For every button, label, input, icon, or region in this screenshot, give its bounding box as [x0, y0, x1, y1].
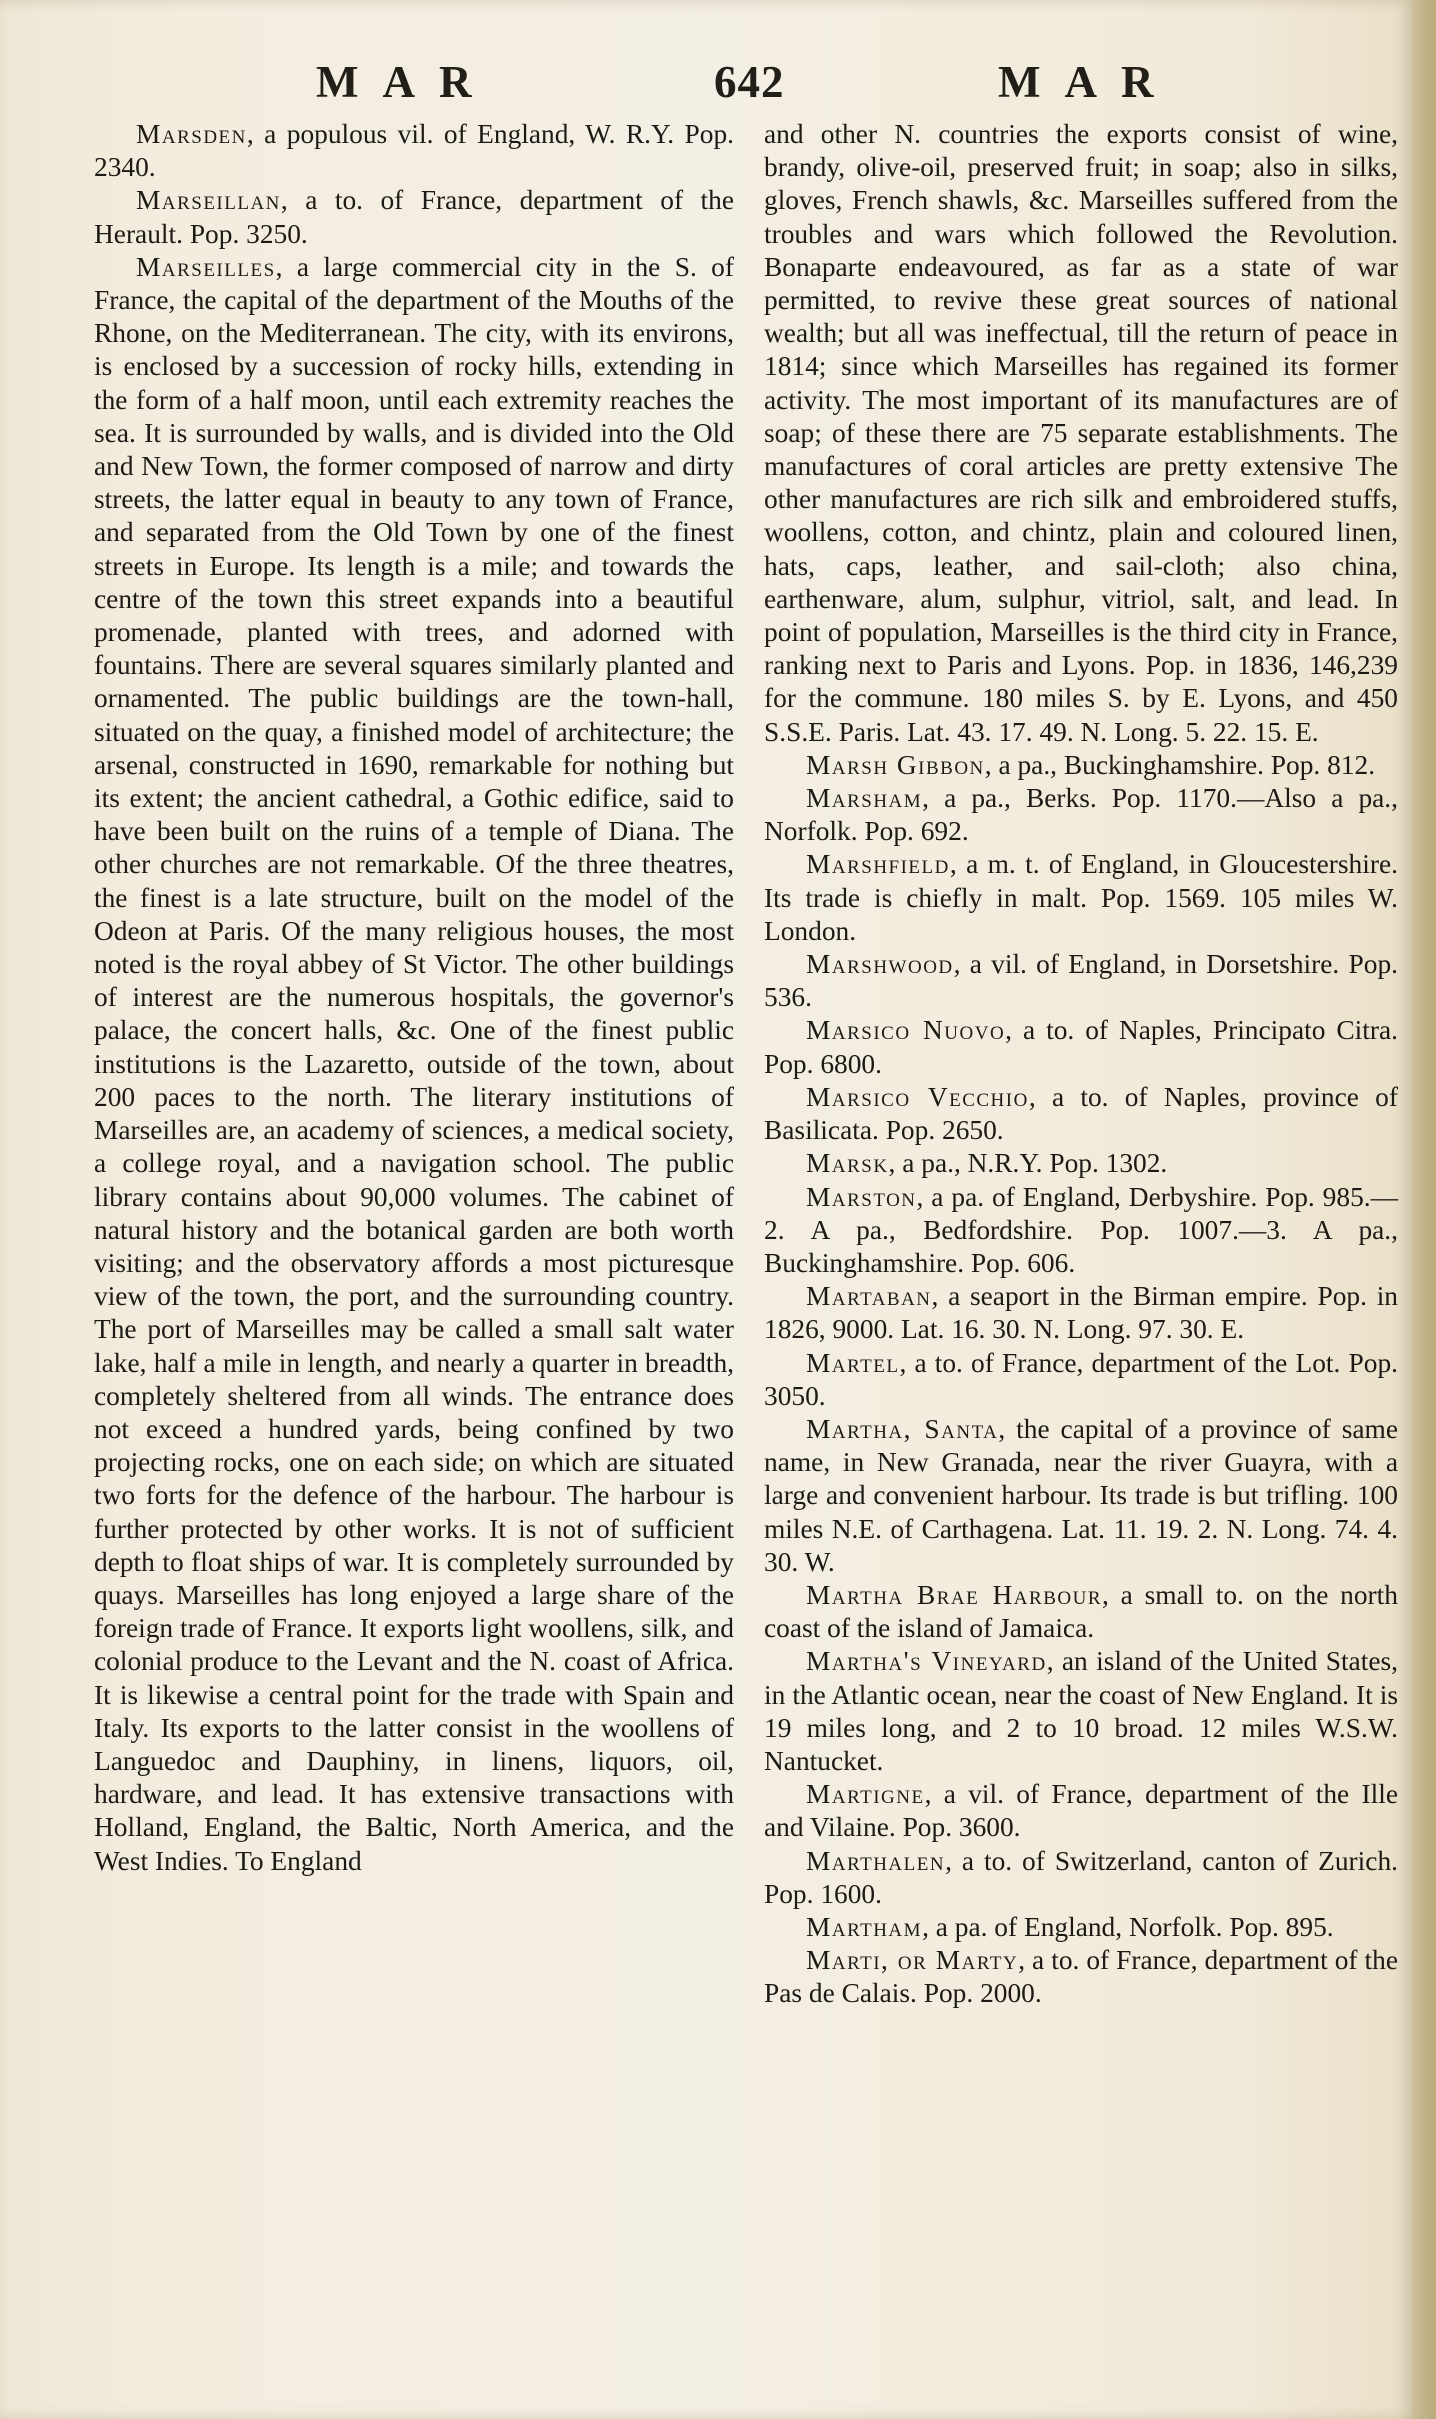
running-header	[90, 56, 1400, 116]
entry-headword: Martha, Santa	[806, 1413, 999, 1444]
entry-headword: Marseillan	[136, 185, 281, 216]
entry-headword: Marthalen	[806, 1845, 946, 1876]
left-column	[94, 118, 734, 1878]
dictionary-entry	[764, 1347, 1398, 1413]
entry-text: , a to. of France, department of the Herault. Pop. 3250.	[94, 185, 734, 249]
entry-headword: Martel	[806, 1347, 900, 1378]
entry-text: , a to. of France, department of the Pas de Calais. Pop. 2000.	[764, 1945, 1399, 2009]
header-left-word: MAR	[316, 57, 496, 107]
entry-headword: Marsico Nuovo	[806, 1015, 1006, 1046]
page-number: 642	[714, 57, 785, 107]
dictionary-entry	[764, 1413, 1398, 1579]
entry-text: , a large commercial city in the S. of France, the capital of the department of the Mouths of the Rhone, on the Mediterranean. The city, with its environs, is enclosed by a succession of rocky hills, extending in the form of a half moon, until each extremity reaches the sea. It is surrounded by walls, and is divided into the Old and New Town, the former composed of narrow and dirty streets, the latter equal in beauty to any town of France, and separated from the Old Town by one of the finest streets in Europe. Its length is a mile; and towards the centre of the town this street expands into a beautiful promenade, planted with trees, and adorned with fountains. There are several squares similarly planted and ornamented. The public buildings are the town-hall, situated on the quay, a finished model of architecture; the arsenal, constructed in 1690, remarkable for nothing but its extent; the ancient cathedral, a Gothic edifice, said to have been built on the ruins of a temple of Diana. The other churches are not remarkable. Of the three theatres, the finest is a late structure, built on the model of the Odeon at Paris. Of the many religious houses, the most noted is the royal abbey of St Victor. The other buildings of interest are the numerous hospitals, the governor's palace, the concert halls, &c. One of the finest public institutions is the Lazaretto, outside of the town, about 200 paces to the north. The literary institutions of Marseilles are, an academy of sciences, a medical society, a college royal, and a navigation school. The public library contains about 90,000 volumes. The cabinet of natural history and the botanical garden are both worth visiting; and the observatory affords a most picturesque view of the town, the port, and the surrounding country. The port of Marseilles may be called a small salt water lake, half a mile in length, and nearly a quarter in breadth, completely sheltered from all winds. The entrance does not exceed a hundred yards, being confined by two projecting rocks, one on each side; on which are situated two forts for the defence of the harbour. The harbour is further protected by other works. It is not of sufficient depth to float ships of war. It is completely surrounded by quays. Marseilles has long enjoyed a large share of the foreign trade of France. It exports light woollens, silk, and colonial produce to the Levant and the N. coast of Africa. It is likewise a central point for the trade with Spain and Italy. Its exports to the latter consist in the woollens of Languedoc and Dauphiny, in linens, liquors, oil, hardware, and lead. It has extensive transactions with Holland, England, the Baltic, North America, and the West Indies. To England	[94, 251, 734, 1876]
entry-text: , a to. of Switzerland, canton of Zurich. Pop. 1600.	[764, 1845, 1398, 1909]
entry-text: , a vil. of France, department of the Ille and Vilaine. Pop. 3600.	[764, 1779, 1398, 1843]
dictionary-entry	[764, 948, 1398, 1014]
dictionary-entry	[764, 782, 1398, 848]
entry-text: and other N. countries the exports consist of wine, brandy, olive-oil, preserved fruit; in soap; also in silks, gloves, French shawls, &c. Marseilles suffered from the troubles and wars which followed the Revolution. Bonaparte endeavoured, as far as a state of war permitted, to revive these great sources of national wealth; but all was ineffectual, till the return of peace in 1814; since which Marseilles has regained its former activity. The most important of its manufactures are of soap; of these there are 75 separate establishments. The manufactures of coral articles are pretty extensive The other manufactures are rich silk and embroidered stuffs, woollens, cotton, and chintz, plain and coloured linen, hats, caps, leather, and sail-cloth; also china, earthenware, alum, sulphur, vitriol, salt, and lead. In point of population, Marseilles is the third city in France, ranking next to Paris and Lyons. Pop. in 1836, 146,239 for the commune. 180 miles S. by E. Lyons, and 450 S.S.E. Paris. Lat. 43. 17. 49. N. Long. 5. 22. 15. E.	[764, 119, 1398, 747]
dictionary-entry	[94, 184, 734, 250]
dictionary-entry	[764, 1147, 1398, 1180]
entry-headword: Marti, or Marty	[806, 1945, 1019, 1976]
dictionary-entry	[764, 1014, 1398, 1080]
entry-text: , a pa., Buckinghamshire. Pop. 812.	[984, 749, 1376, 780]
entry-text: , an island of the United States, in the Atlantic ocean, near the coast of New England. It is 19 miles long, and 2 to 10 broad. 12 miles W.S.W. Nantucket.	[764, 1646, 1398, 1776]
entry-text: , a pa. of England, Norfolk. Pop. 895.	[922, 1911, 1334, 1942]
entry-text: , a vil. of England, in Dorsetshire. Pop. 536.	[764, 949, 1398, 1013]
entry-text: , a pa., N.R.Y. Pop. 1302.	[888, 1148, 1168, 1179]
entry-headword: Marsk	[806, 1148, 889, 1179]
entry-headword: Marsden	[136, 119, 247, 149]
entry-text: , a seaport in the Birman empire. Pop. in 1826, 9000. Lat. 16. 30. N. Long. 97. 30. E.	[764, 1281, 1398, 1345]
dictionary-entry	[764, 749, 1398, 782]
entry-headword: Marsh Gibbon	[806, 749, 985, 780]
dictionary-entry	[764, 848, 1398, 948]
header-right-word: MAR	[998, 57, 1178, 107]
dictionary-entry	[764, 1911, 1398, 1944]
page-edge	[1412, 0, 1436, 2419]
dictionary-entry	[764, 1944, 1398, 2010]
dictionary-entry	[764, 1645, 1398, 1778]
entry-headword: Martha's Vineyard	[806, 1646, 1047, 1677]
dictionary-entry	[764, 1579, 1398, 1645]
entry-headword: Marshfield	[806, 849, 950, 880]
entry-headword: Martham	[806, 1911, 923, 1942]
dictionary-entry	[764, 1181, 1398, 1281]
entry-headword: Marsico Vecchio	[806, 1081, 1029, 1112]
entry-text: , a small to. on the north coast of the island of Jamaica.	[764, 1579, 1398, 1644]
entry-headword: Marston	[806, 1181, 917, 1212]
dictionary-entry	[94, 251, 734, 1878]
entry-text: , the capital of a province of same name, in New Granada, near the river Guayra, with a large and convenient harbour. Its trade is but trifling. 100 miles N.E. of Carthagena. Lat. 11. 19. 2. N. Long. 74. 4. 30. W.	[764, 1413, 1398, 1577]
dictionary-entry	[764, 1778, 1398, 1844]
entry-text: , a to. of Naples, Principato Citra. Pop. 6800.	[764, 1015, 1398, 1079]
entry-text: , a to. of France, department of the Lot. Pop. 3050.	[764, 1347, 1398, 1411]
entry-headword: Marshwood	[806, 949, 954, 980]
entry-headword: Martaban	[806, 1281, 932, 1312]
entry-text: , a m. t. of England, in Gloucestershire. Its trade is chiefly in malt. Pop. 1569. 105 miles W. London.	[764, 849, 1398, 946]
dictionary-entry	[764, 1845, 1398, 1911]
entry-text: , a populous vil. of England, W. R.Y. Pop. 2340.	[94, 119, 734, 183]
right-column	[764, 118, 1398, 2011]
entry-headword: Marseilles	[136, 251, 276, 282]
dictionary-entry	[94, 118, 734, 184]
entry-text: , a pa., Berks. Pop. 1170.—Also a pa., Norfolk. Pop. 692.	[764, 783, 1398, 847]
entry-headword: Martha Brae Harbour	[806, 1579, 1102, 1610]
dictionary-entry	[764, 1081, 1398, 1147]
entry-text: , a pa. of England, Derbyshire. Pop. 985.—2. A pa., Bedfordshire. Pop. 1007.—3. A pa., Buckinghamshire. Pop. 606.	[764, 1181, 1398, 1278]
dictionary-entry	[764, 1280, 1398, 1346]
dictionary-entry	[764, 118, 1398, 749]
entry-headword: Martigne	[806, 1779, 925, 1810]
entry-text: , a to. of Naples, province of Basilicata. Pop. 2650.	[764, 1081, 1398, 1146]
entry-headword: Marsham	[806, 783, 923, 814]
